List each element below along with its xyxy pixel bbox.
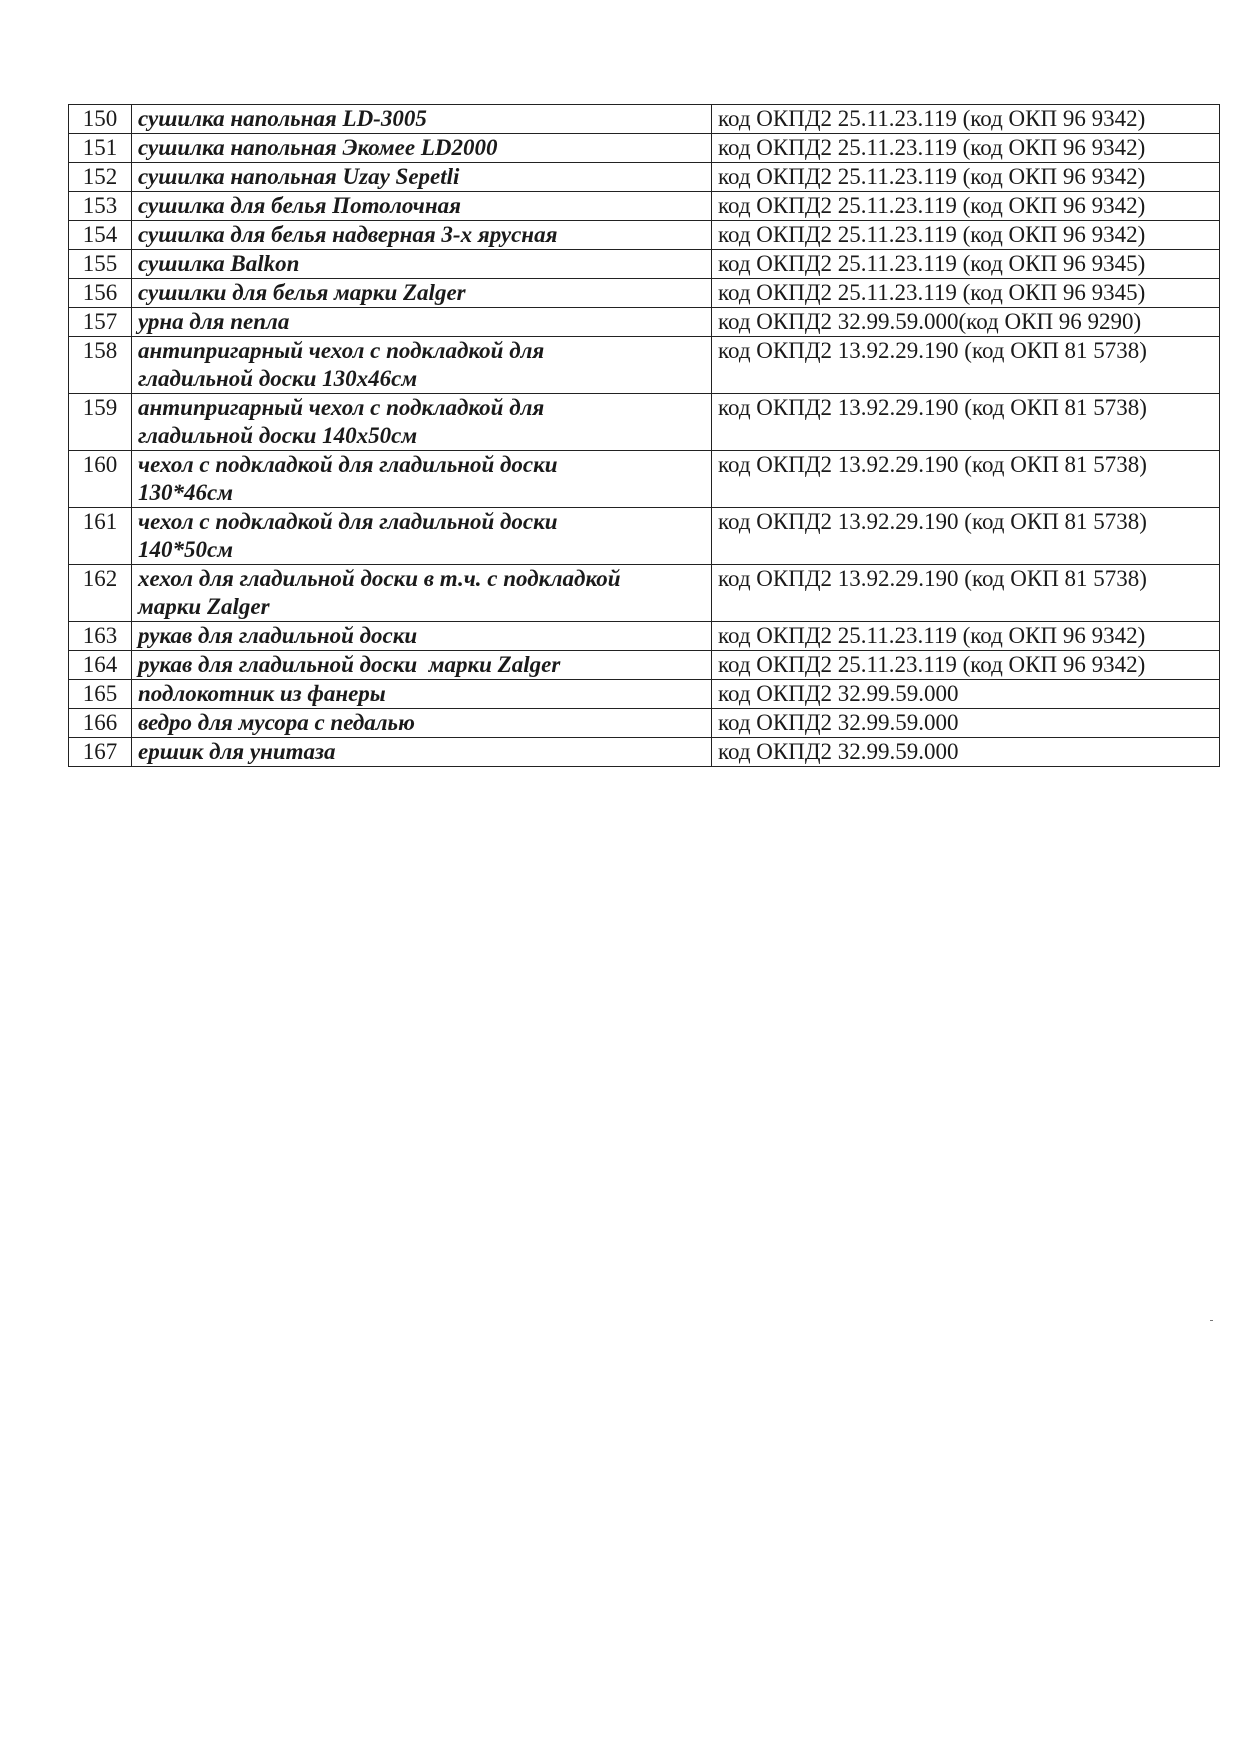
product-code: код ОКПД2 25.11.23.119 (код ОКП 96 9342)	[712, 105, 1220, 134]
product-name: ведро для мусора с педалью	[132, 709, 712, 738]
product-code: код ОКПД2 25.11.23.119 (код ОКП 96 9342)	[712, 134, 1220, 163]
product-code: код ОКПД2 13.92.29.190 (код ОКП 81 5738)	[712, 451, 1220, 508]
product-code: код ОКПД2 13.92.29.190 (код ОКП 81 5738)	[712, 565, 1220, 622]
row-number: 154	[69, 221, 132, 250]
table-row	[69, 279, 1220, 308]
row-number: 155	[69, 250, 132, 279]
product-name	[132, 508, 712, 565]
product-name: сушилка напольная Экомее LD2000	[132, 134, 712, 163]
product-name-line1: чехол с подкладкой для гладильной доски	[138, 452, 558, 477]
product-name-line1: антипригарный чехол с подкладкой для	[138, 338, 545, 363]
product-name-line1: антипригарный чехол с подкладкой для	[138, 395, 545, 420]
product-code: код ОКПД2 25.11.23.119 (код ОКП 96 9345)	[712, 279, 1220, 308]
table-row	[69, 508, 1220, 565]
product-name-line2: марки Zalger	[138, 594, 270, 619]
table-row	[69, 738, 1220, 767]
row-number: 151	[69, 134, 132, 163]
product-code: код ОКПД2 25.11.23.119 (код ОКП 96 9342)	[712, 192, 1220, 221]
product-name	[132, 451, 712, 508]
product-code: код ОКПД2 25.11.23.119 (код ОКП 96 9342)	[712, 651, 1220, 680]
product-name: рукав для гладильной доски марки Zalger	[132, 651, 712, 680]
row-number: 160	[69, 451, 132, 508]
product-code: код ОКПД2 13.92.29.190 (код ОКП 81 5738)	[712, 508, 1220, 565]
product-code: код ОКПД2 32.99.59.000	[712, 738, 1220, 767]
table-row	[69, 250, 1220, 279]
table-row	[69, 565, 1220, 622]
product-name-line2: гладильной доски 140х50см	[138, 423, 418, 448]
row-number: 165	[69, 680, 132, 709]
table-row	[69, 105, 1220, 134]
table-row	[69, 622, 1220, 651]
row-number: 166	[69, 709, 132, 738]
product-code: код ОКПД2 32.99.59.000(код ОКП 96 9290)	[712, 308, 1220, 337]
table-row	[69, 451, 1220, 508]
table-row	[69, 394, 1220, 451]
product-name	[132, 337, 712, 394]
product-name	[132, 394, 712, 451]
product-code: код ОКПД2 25.11.23.119 (код ОКП 96 9342)	[712, 221, 1220, 250]
product-name: сушилка напольная Uzay Sepetli	[132, 163, 712, 192]
product-name: ершик для унитаза	[132, 738, 712, 767]
row-number: 153	[69, 192, 132, 221]
product-code: код ОКПД2 25.11.23.119 (код ОКП 96 9345)	[712, 250, 1220, 279]
product-name-line1: чехол с подкладкой для гладильной доски	[138, 509, 558, 534]
products-table	[68, 104, 1220, 767]
table-row	[69, 680, 1220, 709]
product-code: код ОКПД2 25.11.23.119 (код ОКП 96 9342)	[712, 622, 1220, 651]
row-number: 163	[69, 622, 132, 651]
table-row	[69, 221, 1220, 250]
table-row	[69, 134, 1220, 163]
row-number: 157	[69, 308, 132, 337]
product-name-line2: 140*50см	[138, 537, 233, 562]
product-name: сушилка Balkon	[132, 250, 712, 279]
product-code: код ОКПД2 32.99.59.000	[712, 709, 1220, 738]
product-name: урна для пепла	[132, 308, 712, 337]
product-name: подлокотник из фанеры	[132, 680, 712, 709]
row-number: 161	[69, 508, 132, 565]
row-number: 152	[69, 163, 132, 192]
product-name	[132, 565, 712, 622]
product-name: сушилка напольная LD-3005	[132, 105, 712, 134]
product-name-line1: хехол для гладильной доски в т.ч. с подкладкой	[138, 566, 621, 591]
row-number: 159	[69, 394, 132, 451]
row-number: 156	[69, 279, 132, 308]
product-code: код ОКПД2 32.99.59.000	[712, 680, 1220, 709]
product-name-line2: 130*46см	[138, 480, 233, 505]
row-number: 162	[69, 565, 132, 622]
product-code: код ОКПД2 25.11.23.119 (код ОКП 96 9342)	[712, 163, 1220, 192]
row-number: 150	[69, 105, 132, 134]
table-row	[69, 337, 1220, 394]
table-row	[69, 709, 1220, 738]
row-number: 167	[69, 738, 132, 767]
product-name: сушилка для белья Потолочная	[132, 192, 712, 221]
product-name-line2: гладильной доски 130х46см	[138, 366, 418, 391]
table-row	[69, 192, 1220, 221]
row-number: 164	[69, 651, 132, 680]
product-name: сушилки для белья марки Zalger	[132, 279, 712, 308]
product-name: рукав для гладильной доски	[132, 622, 712, 651]
row-number: 158	[69, 337, 132, 394]
table-row	[69, 651, 1220, 680]
product-code: код ОКПД2 13.92.29.190 (код ОКП 81 5738)	[712, 337, 1220, 394]
product-code: код ОКПД2 13.92.29.190 (код ОКП 81 5738)	[712, 394, 1220, 451]
scan-speck	[1210, 1320, 1213, 1321]
table-row	[69, 163, 1220, 192]
table-row	[69, 308, 1220, 337]
product-name: сушилка для белья надверная 3-х ярусная	[132, 221, 712, 250]
